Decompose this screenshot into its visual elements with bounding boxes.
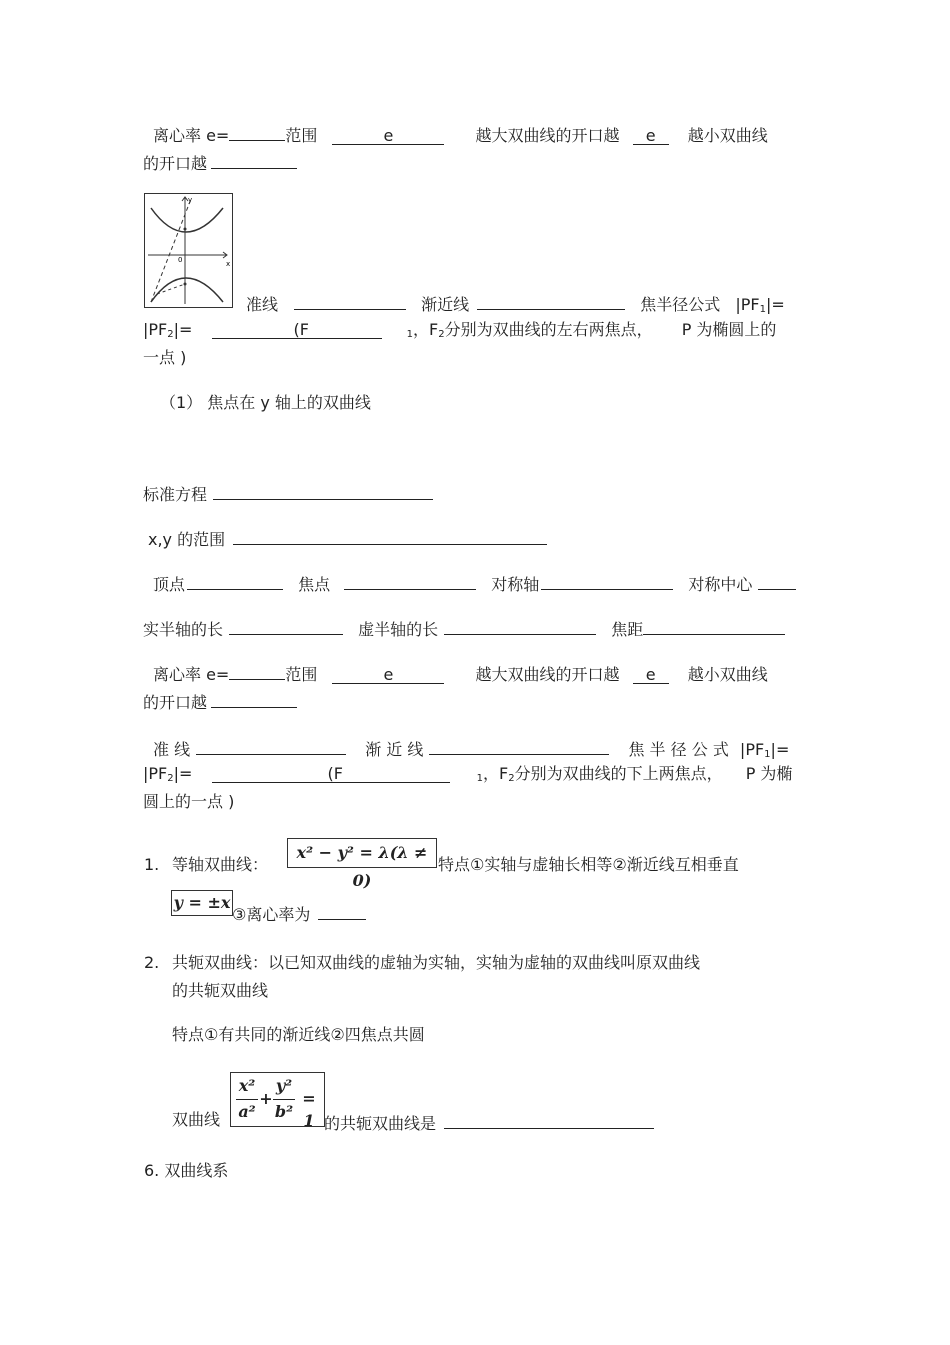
directrix-line-x: 准线 渐近线 焦半径公式 $|PF_1|=$ (246, 291, 785, 320)
blank[interactable] (229, 661, 285, 680)
fraction-bar (236, 1099, 258, 1100)
blank[interactable]: e (633, 126, 669, 145)
blank[interactable] (294, 291, 406, 310)
blank[interactable] (229, 122, 285, 141)
focal-radius-line-y-tail: 圆上的一点 ) (143, 792, 235, 811)
blank[interactable] (229, 616, 343, 635)
ecc-line-1: 离心率 e= 范围 e 越大双曲线的开口越 e 越小双曲线 (153, 122, 768, 146)
item-2-feature: 特点①有共同的渐近线②四焦点共圆 (172, 1025, 425, 1044)
blank[interactable]: (F (212, 764, 450, 783)
blank[interactable] (429, 736, 609, 755)
directrix-line-y: 准 线 渐 近 线 焦 半 径 公 式 $|PF_1|=$ (153, 736, 789, 765)
blank[interactable] (541, 571, 673, 590)
item-1-ecc: ③离心率为 (232, 901, 366, 925)
formula-hyperbola: x² a² + y² b² = 1 (230, 1072, 325, 1127)
formula-equilateral: x² − y² = λ(λ ≠ 0) (287, 838, 437, 868)
item-1-num: 1. (144, 855, 160, 874)
ecc-line-2: 离心率 e= 范围 e 越大双曲线的开口越 e 越小双曲线 (153, 661, 768, 685)
blank[interactable] (233, 526, 547, 545)
item-2-num: 2. (144, 953, 160, 972)
item-1-feature: 特点①实轴与虚轴长相等②渐近线互相垂直 (438, 855, 739, 874)
item-2-conj: 的共轭双曲线是 (324, 1110, 654, 1134)
item-6: 6. 双曲线系 (144, 1161, 229, 1180)
svg-text:0: 0 (178, 256, 183, 264)
blank[interactable]: e (332, 126, 444, 145)
section-title-y-axis: （1） 焦点在 y 轴上的双曲线 (160, 393, 371, 412)
blank[interactable] (211, 689, 297, 708)
blank[interactable] (444, 1110, 654, 1129)
properties-line: 顶点 焦点 对称轴 对称中心 (153, 571, 796, 595)
blank[interactable] (758, 571, 796, 590)
axes-lengths-line: 实半轴的长 虚半轴的长 焦距 (143, 616, 785, 640)
blank[interactable] (213, 481, 433, 500)
blank[interactable] (187, 571, 283, 590)
focal-radius-line-x-tail: 一点 ) (143, 348, 187, 367)
blank[interactable] (444, 616, 596, 635)
blank[interactable] (196, 736, 346, 755)
hyperbola-graph (144, 193, 233, 308)
blank[interactable] (477, 291, 625, 310)
hyperbola-y-axis-plot (145, 194, 232, 307)
blank[interactable]: e (332, 665, 444, 684)
blank[interactable] (318, 901, 366, 920)
ecc-line-1-tail: 的开口越 (143, 150, 297, 174)
blank[interactable] (344, 571, 476, 590)
xy-range: x,y 的范围 (148, 526, 547, 550)
svg-text:y: y (188, 196, 193, 204)
focal-radius-line-x: $|PF_2|= (F$ $_1$，$F_2$分别为双曲线的左右两焦点， P 为椭圆上的 (143, 320, 777, 340)
item-2-label: 双曲线 (172, 1110, 221, 1129)
focal-radius-line-y: $|PF_2|= (F$ $_1$，$F_2$分别为双曲线的下上两焦点， P 为椭 (143, 764, 793, 784)
item-2-text-2: 的共轭双曲线 (172, 981, 269, 1000)
standard-equation: 标准方程 (143, 481, 433, 505)
item-1-label: 等轴双曲线： (172, 855, 269, 874)
blank[interactable]: e (633, 665, 669, 684)
blank[interactable]: (F (212, 320, 382, 339)
blank[interactable] (643, 616, 785, 635)
svg-text:x: x (226, 260, 231, 268)
item-2-text-1: 共轭双曲线：以已知双曲线的虚轴为实轴，实轴为虚轴的双曲线叫原双曲线 (172, 953, 701, 972)
formula-asymptote: y = ±x (171, 890, 233, 916)
ecc-line-2-tail: 的开口越 (143, 689, 297, 713)
fraction-bar (273, 1099, 295, 1100)
blank[interactable] (211, 150, 297, 169)
